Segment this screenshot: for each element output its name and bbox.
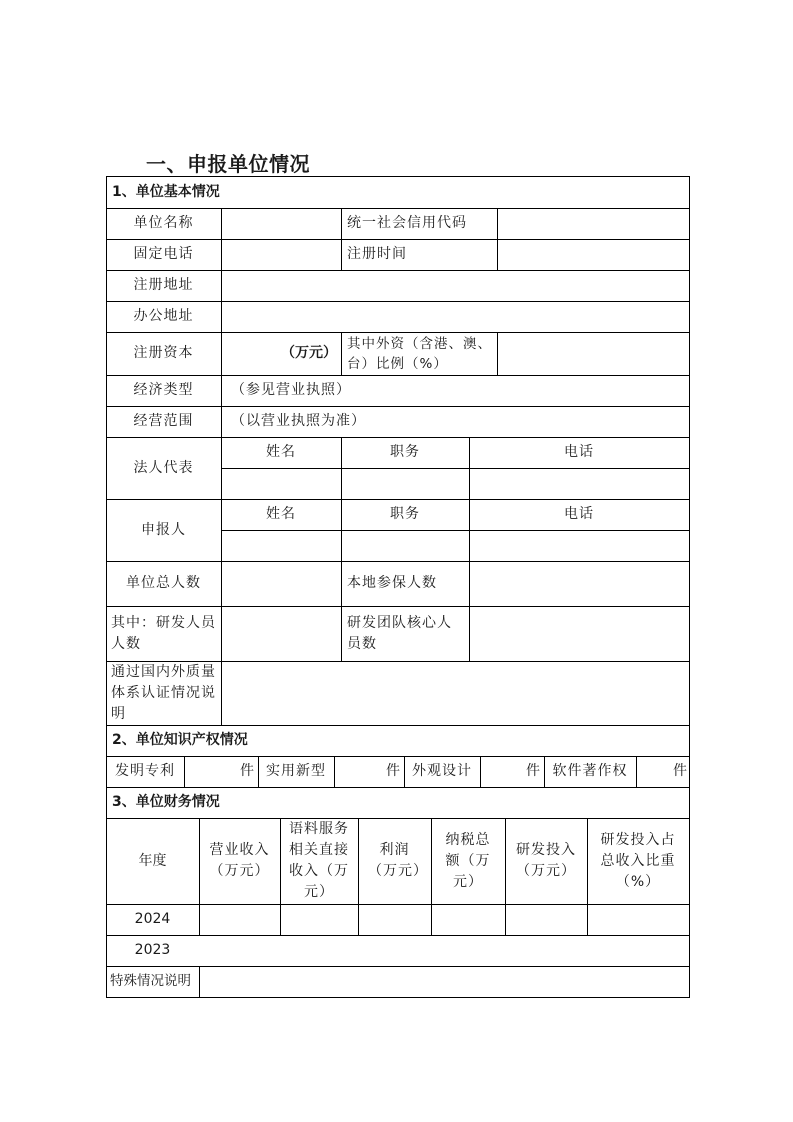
label-reg-address: 注册地址	[133, 277, 194, 293]
finance-value-cell[interactable]	[199, 904, 280, 935]
finance-col-revenue: 营业收入（万元）	[209, 842, 270, 879]
input-total-staff[interactable]	[221, 561, 341, 606]
label-rd-core: 研发团队核心人员数	[347, 614, 452, 652]
legal-rep-col-name: 姓名	[266, 444, 296, 460]
finance-value-cell[interactable]	[505, 904, 587, 935]
input-applicant-name[interactable]	[221, 530, 341, 561]
input-software-count[interactable]	[636, 756, 689, 787]
legal-rep-col-phone: 电话	[564, 444, 594, 460]
label-reg-capital: 注册资本	[133, 345, 194, 361]
label-unit-name: 单位名称	[133, 215, 194, 231]
input-design-count[interactable]	[480, 756, 544, 787]
section-finance-heading: 3、单位财务情况	[112, 794, 220, 810]
finance-col-year: 年度	[138, 852, 167, 869]
input-quality-cert[interactable]	[221, 661, 689, 725]
grid-line	[636, 756, 637, 787]
applicant-col-name: 姓名	[266, 506, 296, 522]
finance-value-cell[interactable]	[431, 904, 505, 935]
input-legal-rep-phone[interactable]	[469, 468, 689, 499]
grid-line	[280, 818, 281, 935]
grid-line	[106, 499, 689, 500]
grid-line	[106, 818, 689, 819]
grid-line	[505, 818, 506, 935]
grid-line	[106, 966, 689, 967]
design-unit: 件	[526, 763, 540, 779]
finance-col-corpus-revenue: 语料服务相关直接收入（万元）	[289, 821, 349, 900]
grid-line	[221, 530, 689, 531]
label-reg-time: 注册时间	[347, 246, 407, 262]
grid-line	[221, 468, 689, 469]
grid-line	[106, 406, 689, 407]
grid-line	[106, 661, 689, 662]
grid-line	[106, 176, 107, 998]
input-reg-time[interactable]	[497, 239, 689, 270]
input-rd-staff[interactable]	[221, 606, 341, 661]
finance-col-tax: 纳税总额（万元）	[445, 831, 491, 890]
input-invention-count[interactable]	[184, 756, 258, 787]
input-reg-address[interactable]	[221, 270, 689, 301]
label-local-insured: 本地参保人数	[347, 575, 437, 591]
label-design: 外观设计	[412, 763, 472, 779]
grid-line	[469, 561, 470, 661]
label-software-copyright: 软件著作权	[552, 763, 628, 779]
grid-line	[106, 606, 689, 607]
grid-line	[497, 208, 498, 270]
grid-line	[106, 208, 689, 209]
finance-value-cell[interactable]	[199, 935, 280, 966]
grid-line	[358, 818, 359, 935]
grid-line	[106, 787, 689, 788]
input-reg-capital[interactable]	[221, 332, 341, 375]
grid-line	[221, 208, 222, 725]
label-utility-model: 实用新型	[266, 763, 326, 779]
input-credit-code[interactable]	[497, 208, 689, 239]
grid-line	[106, 270, 689, 271]
grid-line	[106, 437, 689, 438]
grid-line	[341, 208, 342, 270]
label-econ-type: 经济类型	[133, 382, 194, 398]
label-credit-code: 统一社会信用代码	[347, 215, 467, 231]
label-applicant: 申报人	[141, 521, 186, 538]
finance-value-cell[interactable]	[280, 904, 358, 935]
section-basic-heading: 1、单位基本情况	[112, 183, 220, 200]
finance-year-cell: 2024	[134, 911, 171, 927]
input-applicant-phone[interactable]	[469, 530, 689, 561]
label-business-scope: 经营范围	[133, 413, 194, 429]
input-applicant-position[interactable]	[341, 530, 469, 561]
grid-line	[106, 756, 689, 757]
grid-line	[341, 332, 342, 375]
utility-unit: 件	[386, 763, 400, 779]
grid-line	[341, 437, 342, 561]
finance-value-cell[interactable]	[280, 935, 358, 966]
grid-line	[106, 301, 689, 302]
grid-line	[184, 756, 185, 787]
grid-line	[404, 756, 405, 787]
input-special-note[interactable]	[199, 966, 689, 997]
input-econ-type[interactable]: （参见营业执照）	[231, 382, 351, 398]
grid-line	[106, 332, 689, 333]
finance-value-cell[interactable]	[587, 904, 689, 935]
input-unit-name[interactable]	[221, 208, 341, 239]
applicant-col-phone: 电话	[564, 506, 594, 522]
label-total-staff: 单位总人数	[126, 575, 201, 591]
legal-rep-col-position: 职务	[390, 444, 420, 460]
grid-line	[106, 375, 689, 376]
grid-line	[469, 437, 470, 561]
label-special-note: 特殊情况说明	[110, 973, 191, 989]
label-office-address: 办公地址	[133, 308, 194, 324]
finance-value-cell[interactable]	[505, 935, 587, 966]
label-phone: 固定电话	[133, 246, 194, 262]
capital-unit: （万元）	[281, 345, 337, 361]
label-quality-cert: 通过国内外质量体系认证情况说明	[111, 663, 216, 722]
finance-year-cell: 2023	[134, 942, 171, 958]
invention-unit: 件	[240, 763, 254, 779]
grid-line	[587, 818, 588, 935]
grid-line	[199, 966, 200, 997]
page-title: 一、申报单位情况	[146, 152, 310, 176]
label-invention-patent: 发明专利	[115, 763, 175, 779]
grid-line	[106, 239, 689, 240]
input-utility-count[interactable]	[334, 756, 404, 787]
grid-line	[106, 176, 689, 177]
grid-line	[431, 818, 432, 935]
section-ip-heading: 2、单位知识产权情况	[112, 732, 248, 748]
input-office-address[interactable]	[221, 301, 689, 332]
finance-col-profit: 利润（万元）	[368, 842, 428, 879]
grid-line	[106, 904, 689, 905]
software-unit: 件	[673, 763, 687, 779]
grid-line	[689, 176, 690, 998]
finance-col-rd-invest: 研发投入（万元）	[516, 842, 576, 879]
input-local-insured[interactable]	[469, 561, 689, 606]
grid-line	[199, 818, 200, 935]
label-legal-rep: 法人代表	[133, 459, 194, 476]
grid-line	[497, 332, 498, 375]
grid-line	[480, 756, 481, 787]
input-rd-core[interactable]	[469, 606, 689, 661]
grid-line	[106, 561, 689, 562]
grid-line	[106, 935, 689, 936]
input-foreign-ratio[interactable]	[497, 332, 689, 375]
grid-line	[334, 756, 335, 787]
input-phone[interactable]	[221, 239, 341, 270]
finance-value-cell[interactable]	[358, 904, 431, 935]
finance-value-cell[interactable]	[431, 935, 505, 966]
label-foreign-ratio: 其中外资（含港、澳、台）比例（%）	[347, 335, 492, 372]
grid-line	[258, 756, 259, 787]
grid-line	[106, 725, 689, 726]
grid-line	[544, 756, 545, 787]
input-legal-rep-position[interactable]	[341, 468, 469, 499]
applicant-col-position: 职务	[390, 506, 420, 522]
finance-col-rd-ratio: 研发投入占总收入比重（%）	[600, 831, 676, 890]
finance-value-cell[interactable]	[358, 935, 431, 966]
label-rd-staff: 其中：研发人员人数	[111, 614, 216, 652]
grid-line	[341, 561, 342, 661]
finance-value-cell[interactable]	[587, 935, 689, 966]
grid-line	[106, 997, 689, 998]
input-business-scope[interactable]: （以营业执照为准）	[231, 413, 366, 429]
input-legal-rep-name[interactable]	[221, 468, 341, 499]
